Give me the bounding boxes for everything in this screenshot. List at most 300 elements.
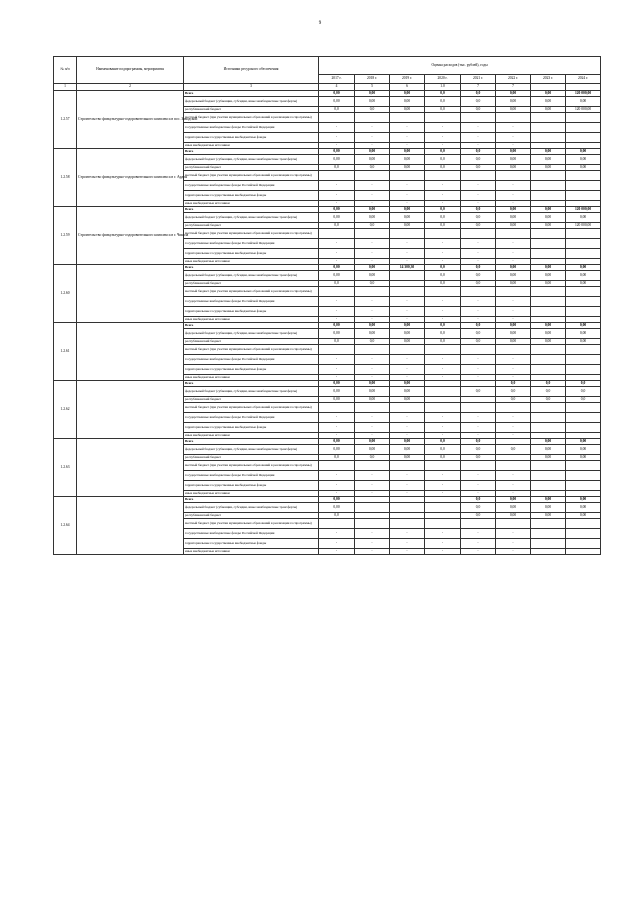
amount-cell: -	[496, 423, 531, 433]
funding-source: федеральный бюджет (субвенции, субсидии, иные межбюджетные трансферты)	[184, 271, 319, 281]
funding-source: Всего	[184, 149, 319, 155]
amount-cell: 0,00	[496, 207, 531, 213]
amount-cell	[390, 461, 425, 471]
amount-cell: -	[319, 249, 355, 259]
amount-cell: 0,00	[319, 149, 355, 155]
amount-cell: -	[355, 259, 390, 265]
amount-cell: 0,0	[461, 91, 496, 97]
amount-cell: 0,00	[496, 213, 531, 223]
amount-cell: 0,0	[425, 149, 461, 155]
column-index-cell: 1	[54, 84, 77, 91]
amount-cell	[566, 229, 601, 239]
amount-cell: 0,00	[531, 281, 566, 287]
amount-cell: 0,00	[390, 397, 425, 403]
amount-cell: 0,0	[319, 281, 355, 287]
amount-cell	[390, 345, 425, 355]
amount-cell	[319, 403, 355, 413]
amount-cell: -	[355, 297, 390, 307]
amount-cell: 0,00	[355, 97, 390, 107]
amount-cell	[319, 461, 355, 471]
funding-source: местный бюджет (при участии муниципальных образований в реализации госпрограммы)	[184, 171, 319, 181]
amount-cell: -	[425, 433, 461, 439]
amount-cell: -	[390, 307, 425, 317]
amount-cell	[566, 297, 601, 307]
amount-cell: 0,00	[566, 165, 601, 171]
amount-cell: -	[390, 143, 425, 149]
amount-cell: -	[319, 365, 355, 375]
amount-cell: 0,00	[355, 445, 390, 455]
amount-cell: 0,00	[390, 439, 425, 445]
amount-cell: -	[425, 123, 461, 133]
funding-source: местный бюджет (при участии муниципальных образований в реализации госпрограммы)	[184, 113, 319, 123]
amount-cell: 0,0	[461, 513, 496, 519]
amount-cell	[566, 355, 601, 365]
amount-cell	[425, 229, 461, 239]
amount-cell: -	[425, 529, 461, 539]
measure-number: 1.2.59	[54, 207, 77, 265]
amount-cell: -	[496, 365, 531, 375]
amount-cell: 0,00	[390, 107, 425, 113]
amount-cell: 0,00	[566, 323, 601, 329]
measure-name: Строительство физкультурно-оздоровительного комплекса в пос. Заводской	[77, 91, 184, 149]
amount-cell: -	[461, 423, 496, 433]
amount-cell: 0,00	[531, 107, 566, 113]
amount-cell	[496, 113, 531, 123]
amount-cell: -	[425, 355, 461, 365]
amount-cell: 0,00	[531, 155, 566, 165]
amount-cell	[319, 171, 355, 181]
amount-cell: -	[390, 375, 425, 381]
amount-cell: 0,00	[566, 439, 601, 445]
amount-cell: -	[461, 471, 496, 481]
amount-cell: 0,00	[566, 329, 601, 339]
amount-cell	[425, 113, 461, 123]
amount-cell: 0,00	[566, 497, 601, 503]
amount-cell	[531, 345, 566, 355]
amount-cell: -	[319, 239, 355, 249]
amount-cell	[461, 171, 496, 181]
year-header: 2020 г.	[425, 75, 461, 84]
amount-cell: -	[355, 307, 390, 317]
funding-source: республиканский бюджет	[184, 397, 319, 403]
amount-cell: -	[496, 297, 531, 307]
funding-source: Всего	[184, 207, 319, 213]
amount-cell: 0,0	[425, 155, 461, 165]
amount-cell: 0,0	[425, 97, 461, 107]
col-num-header: № п/п	[54, 57, 77, 84]
amount-cell: 0,0	[461, 439, 496, 445]
amount-cell: -	[461, 239, 496, 249]
amount-cell: -	[496, 259, 531, 265]
amount-cell	[566, 307, 601, 317]
funding-source: республиканский бюджет	[184, 455, 319, 461]
amount-cell: 0,00	[355, 323, 390, 329]
amount-cell: -	[425, 413, 461, 423]
amount-cell: -	[496, 143, 531, 149]
amount-cell: 0,0	[355, 281, 390, 287]
amount-cell: 0,0	[531, 387, 566, 397]
amount-cell	[531, 229, 566, 239]
amount-cell	[566, 123, 601, 133]
amount-cell: -	[355, 201, 390, 207]
amount-cell: 0,00	[390, 323, 425, 329]
amount-cell: -	[496, 375, 531, 381]
year-header: 2023 г.	[531, 75, 566, 84]
amount-cell: -	[496, 191, 531, 201]
amount-cell: -	[355, 317, 390, 323]
amount-cell: 0,0	[425, 91, 461, 97]
measure-name	[77, 381, 184, 439]
amount-cell: 0,00	[531, 271, 566, 281]
amount-cell: -	[461, 413, 496, 423]
amount-cell	[390, 503, 425, 513]
amount-cell: -	[496, 549, 531, 555]
amount-cell	[566, 239, 601, 249]
amount-cell: 0,0	[461, 455, 496, 461]
amount-cell	[566, 171, 601, 181]
amount-cell: 0,00	[496, 155, 531, 165]
amount-cell	[319, 345, 355, 355]
amount-cell	[566, 413, 601, 423]
amount-cell: 0,0	[319, 107, 355, 113]
funding-source: иные внебюджетные источники	[184, 201, 319, 207]
column-index-cell: 3	[184, 84, 319, 91]
amount-cell: 0,00	[390, 381, 425, 387]
funding-source: территориальные государственные внебюджетные фонды	[184, 423, 319, 433]
amount-cell: 0,00	[355, 91, 390, 97]
amount-cell	[355, 229, 390, 239]
amount-cell	[461, 403, 496, 413]
funding-source: Всего	[184, 91, 319, 97]
amount-cell: 0,00	[319, 213, 355, 223]
amount-cell	[355, 519, 390, 529]
amount-cell	[390, 287, 425, 297]
amount-cell: -	[319, 539, 355, 549]
amount-cell: 0,0	[425, 165, 461, 171]
amount-cell: 0,00	[531, 513, 566, 519]
amount-cell: -	[390, 259, 425, 265]
amount-cell: -	[461, 259, 496, 265]
amount-cell	[566, 249, 601, 259]
amount-cell	[461, 345, 496, 355]
amount-cell: 0,00	[566, 155, 601, 165]
amount-cell: -	[496, 491, 531, 497]
amount-cell: -	[461, 433, 496, 439]
amount-cell: 0,0	[461, 503, 496, 513]
amount-cell: 0,00	[566, 149, 601, 155]
amount-cell: -	[390, 433, 425, 439]
amount-cell: -	[461, 181, 496, 191]
amount-cell: -	[461, 307, 496, 317]
amount-cell	[531, 423, 566, 433]
amount-cell: 0,00	[319, 503, 355, 513]
funding-source: Всего	[184, 439, 319, 445]
amount-cell: 0,00	[566, 213, 601, 223]
amount-cell: -	[390, 539, 425, 549]
amount-cell: 0,0	[461, 149, 496, 155]
amount-cell: 0,00	[531, 445, 566, 455]
amount-cell	[425, 403, 461, 413]
amount-cell: -	[425, 549, 461, 555]
amount-cell	[319, 113, 355, 123]
amount-cell: 0,0	[319, 513, 355, 519]
amount-cell: 0,00	[390, 165, 425, 171]
funding-source: федеральный бюджет (субвенции, субсидии, иные межбюджетные трансферты)	[184, 213, 319, 223]
amount-cell: 0,0	[425, 339, 461, 345]
amount-cell: -	[461, 491, 496, 497]
amount-cell: 0,00	[566, 281, 601, 287]
measure-number: 1.2.58	[54, 149, 77, 207]
amount-cell: -	[319, 423, 355, 433]
amount-cell: -	[319, 355, 355, 365]
amount-cell: 0,0	[566, 381, 601, 387]
column-index-cell: 7	[461, 84, 496, 91]
amount-cell	[531, 403, 566, 413]
amount-cell: 0,00	[531, 497, 566, 503]
funding-source: республиканский бюджет	[184, 223, 319, 229]
amount-cell: -	[390, 201, 425, 207]
amount-cell: 0,00	[390, 445, 425, 455]
funding-source: иные внебюджетные источники	[184, 375, 319, 381]
amount-cell	[496, 229, 531, 239]
measure-name: Строительство физкультурно-оздоровительного комплекса в г. Ардон	[77, 149, 184, 207]
amount-cell: -	[425, 297, 461, 307]
amount-cell: 0,00	[496, 339, 531, 345]
amount-cell: -	[461, 539, 496, 549]
amount-cell: -	[496, 133, 531, 143]
amount-cell	[531, 297, 566, 307]
measure-number: 1.2.61	[54, 323, 77, 381]
amount-cell	[566, 345, 601, 355]
amount-cell: 0,0	[496, 387, 531, 397]
amount-cell: -	[319, 529, 355, 539]
amount-cell	[390, 271, 425, 281]
funding-source: иные внебюджетные источники	[184, 433, 319, 439]
amount-cell: 0,0	[461, 323, 496, 329]
amount-cell: -	[319, 491, 355, 497]
amount-cell: -	[390, 365, 425, 375]
funding-source: территориальные государственные внебюджетные фонды	[184, 191, 319, 201]
amount-cell	[531, 123, 566, 133]
amount-cell	[390, 519, 425, 529]
amount-cell: -	[461, 143, 496, 149]
amount-cell: 0,0	[461, 107, 496, 113]
amount-cell: 0,00	[319, 323, 355, 329]
amount-cell: -	[390, 413, 425, 423]
amount-cell: -	[319, 297, 355, 307]
amount-cell	[425, 345, 461, 355]
funding-source: государственные внебюджетные фонды Российской Федерации	[184, 239, 319, 249]
funding-source: государственные внебюджетные фонды Российской Федерации	[184, 471, 319, 481]
budget-table	[53, 56, 601, 555]
funding-source: территориальные государственные внебюджетные фонды	[184, 133, 319, 143]
amount-cell: -	[355, 181, 390, 191]
amount-cell: -	[390, 317, 425, 323]
amount-cell: 0,0	[461, 207, 496, 213]
measure-name	[77, 323, 184, 381]
amount-cell: -	[390, 471, 425, 481]
amount-cell: -	[425, 481, 461, 491]
amount-cell: 0,0	[355, 165, 390, 171]
funding-source: федеральный бюджет (субвенции, субсидии, иные межбюджетные трансферты)	[184, 387, 319, 397]
year-header: 2021 г.	[461, 75, 496, 84]
amount-cell: 0,00	[531, 213, 566, 223]
measure-name	[77, 265, 184, 323]
amount-cell: 0,00	[355, 397, 390, 403]
amount-cell: 0,00	[566, 271, 601, 281]
amount-cell: 0,00	[355, 265, 390, 271]
amount-cell: 0,00	[531, 329, 566, 339]
amount-cell	[531, 413, 566, 423]
amount-cell	[531, 181, 566, 191]
amount-cell: 0,0	[425, 439, 461, 445]
amount-cell: -	[319, 307, 355, 317]
amount-cell: -	[425, 365, 461, 375]
amount-cell: -	[355, 423, 390, 433]
funding-source: государственные внебюджетные фонды Российской Федерации	[184, 297, 319, 307]
funding-source: федеральный бюджет (субвенции, субсидии, иные межбюджетные трансферты)	[184, 155, 319, 165]
amount-cell: -	[319, 375, 355, 381]
amount-cell: 0,0	[461, 387, 496, 397]
amount-cell: -	[319, 549, 355, 555]
amount-cell: 0,0	[425, 445, 461, 455]
amount-cell: -	[496, 181, 531, 191]
amount-cell: -	[425, 201, 461, 207]
measure-number: 1.2.62	[54, 381, 77, 439]
amount-cell: -	[425, 317, 461, 323]
amount-cell: 0,00	[496, 107, 531, 113]
funding-source: иные внебюджетные источники	[184, 549, 319, 555]
amount-cell: 0,00	[319, 91, 355, 97]
amount-cell: -	[496, 355, 531, 365]
funding-source: федеральный бюджет (субвенции, субсидии, иные межбюджетные трансферты)	[184, 329, 319, 339]
amount-cell: 0,00	[390, 97, 425, 107]
amount-cell: -	[390, 529, 425, 539]
measure-number: 1.2.64	[54, 497, 77, 555]
amount-cell: 0,00	[496, 223, 531, 229]
amount-cell	[531, 549, 566, 555]
amount-cell	[531, 133, 566, 143]
amount-cell: 120 000,00	[566, 91, 601, 97]
funding-source: республиканский бюджет	[184, 513, 319, 519]
measure-number: 1.2.60	[54, 265, 77, 323]
amount-cell: 0,00	[390, 149, 425, 155]
column-index-cell	[531, 84, 566, 91]
funding-source: местный бюджет (при участии муниципальных образований в реализации госпрограммы)	[184, 229, 319, 239]
amount-cell: 0,00	[390, 91, 425, 97]
amount-cell: -	[390, 123, 425, 133]
amount-cell: 0,0	[425, 455, 461, 461]
funding-source: государственные внебюджетные фонды Российской Федерации	[184, 181, 319, 191]
amount-cell: 0,0	[425, 323, 461, 329]
amount-cell: 0,0	[425, 271, 461, 281]
amount-cell: -	[355, 355, 390, 365]
amount-cell: 0,00	[355, 271, 390, 281]
amount-cell	[531, 519, 566, 529]
amount-cell: -	[496, 481, 531, 491]
amount-cell	[566, 519, 601, 529]
amount-cell: 0,0	[319, 165, 355, 171]
amount-cell: 0,0	[425, 223, 461, 229]
amount-cell: 0,00	[355, 155, 390, 165]
amount-cell: 0,00	[531, 503, 566, 513]
amount-cell: 0,0	[461, 445, 496, 455]
amount-cell: -	[496, 239, 531, 249]
year-header: 2022 г.	[496, 75, 531, 84]
amount-cell: -	[319, 181, 355, 191]
amount-cell: 0,0	[461, 165, 496, 171]
amount-cell: -	[425, 133, 461, 143]
amount-cell: 0,0	[425, 281, 461, 287]
amount-cell: 0,00	[566, 445, 601, 455]
amount-cell	[425, 171, 461, 181]
amount-cell: -	[390, 423, 425, 433]
amount-cell: 0,0	[355, 223, 390, 229]
amount-cell	[390, 113, 425, 123]
amount-cell	[355, 171, 390, 181]
amount-cell: -	[425, 143, 461, 149]
amount-cell: -	[496, 413, 531, 423]
funding-source: местный бюджет (при участии муниципальных образований в реализации госпрограммы)	[184, 461, 319, 471]
amount-cell: -	[461, 355, 496, 365]
amount-cell	[531, 365, 566, 375]
amount-cell: 0,00	[319, 271, 355, 281]
amount-cell	[566, 529, 601, 539]
amount-cell	[355, 403, 390, 413]
amount-cell	[566, 113, 601, 123]
column-index-cell	[566, 84, 601, 91]
amount-cell: -	[461, 191, 496, 201]
amount-cell: -	[319, 201, 355, 207]
amount-cell: -	[425, 539, 461, 549]
amount-cell: 0,00	[319, 397, 355, 403]
amount-cell: -	[319, 259, 355, 265]
amount-cell: 0,0	[319, 223, 355, 229]
amount-cell: 0,00	[566, 97, 601, 107]
amount-cell: 0,00	[319, 155, 355, 165]
amount-cell	[425, 287, 461, 297]
funding-source: иные внебюджетные источники	[184, 317, 319, 323]
amount-cell: 0,00	[496, 513, 531, 519]
amount-cell: -	[425, 471, 461, 481]
amount-cell: 0,00	[531, 91, 566, 97]
amount-cell: -	[319, 123, 355, 133]
amount-cell: 0,00	[496, 97, 531, 107]
amount-cell: 0,0	[425, 213, 461, 223]
amount-cell	[355, 503, 390, 513]
amount-cell: -	[319, 191, 355, 201]
measure-name	[77, 497, 184, 555]
amount-cell: -	[461, 375, 496, 381]
amount-cell: -	[355, 133, 390, 143]
amount-cell: -	[425, 259, 461, 265]
amount-cell: 0,0	[461, 497, 496, 503]
year-header: 2019 г.	[390, 75, 425, 84]
amount-cell: -	[390, 481, 425, 491]
amount-cell	[531, 249, 566, 259]
amount-cell: 0,0	[355, 455, 390, 461]
amount-cell: 0,00	[566, 503, 601, 513]
amount-cell: -	[496, 317, 531, 323]
amount-cell	[566, 191, 601, 201]
amount-cell: 0,0	[461, 281, 496, 287]
amount-cell: -	[355, 123, 390, 133]
amount-cell: 0,00	[531, 223, 566, 229]
amount-cell	[496, 287, 531, 297]
funding-source: республиканский бюджет	[184, 281, 319, 287]
funding-source: государственные внебюджетные фонды Российской Федерации	[184, 355, 319, 365]
amount-cell	[531, 191, 566, 201]
